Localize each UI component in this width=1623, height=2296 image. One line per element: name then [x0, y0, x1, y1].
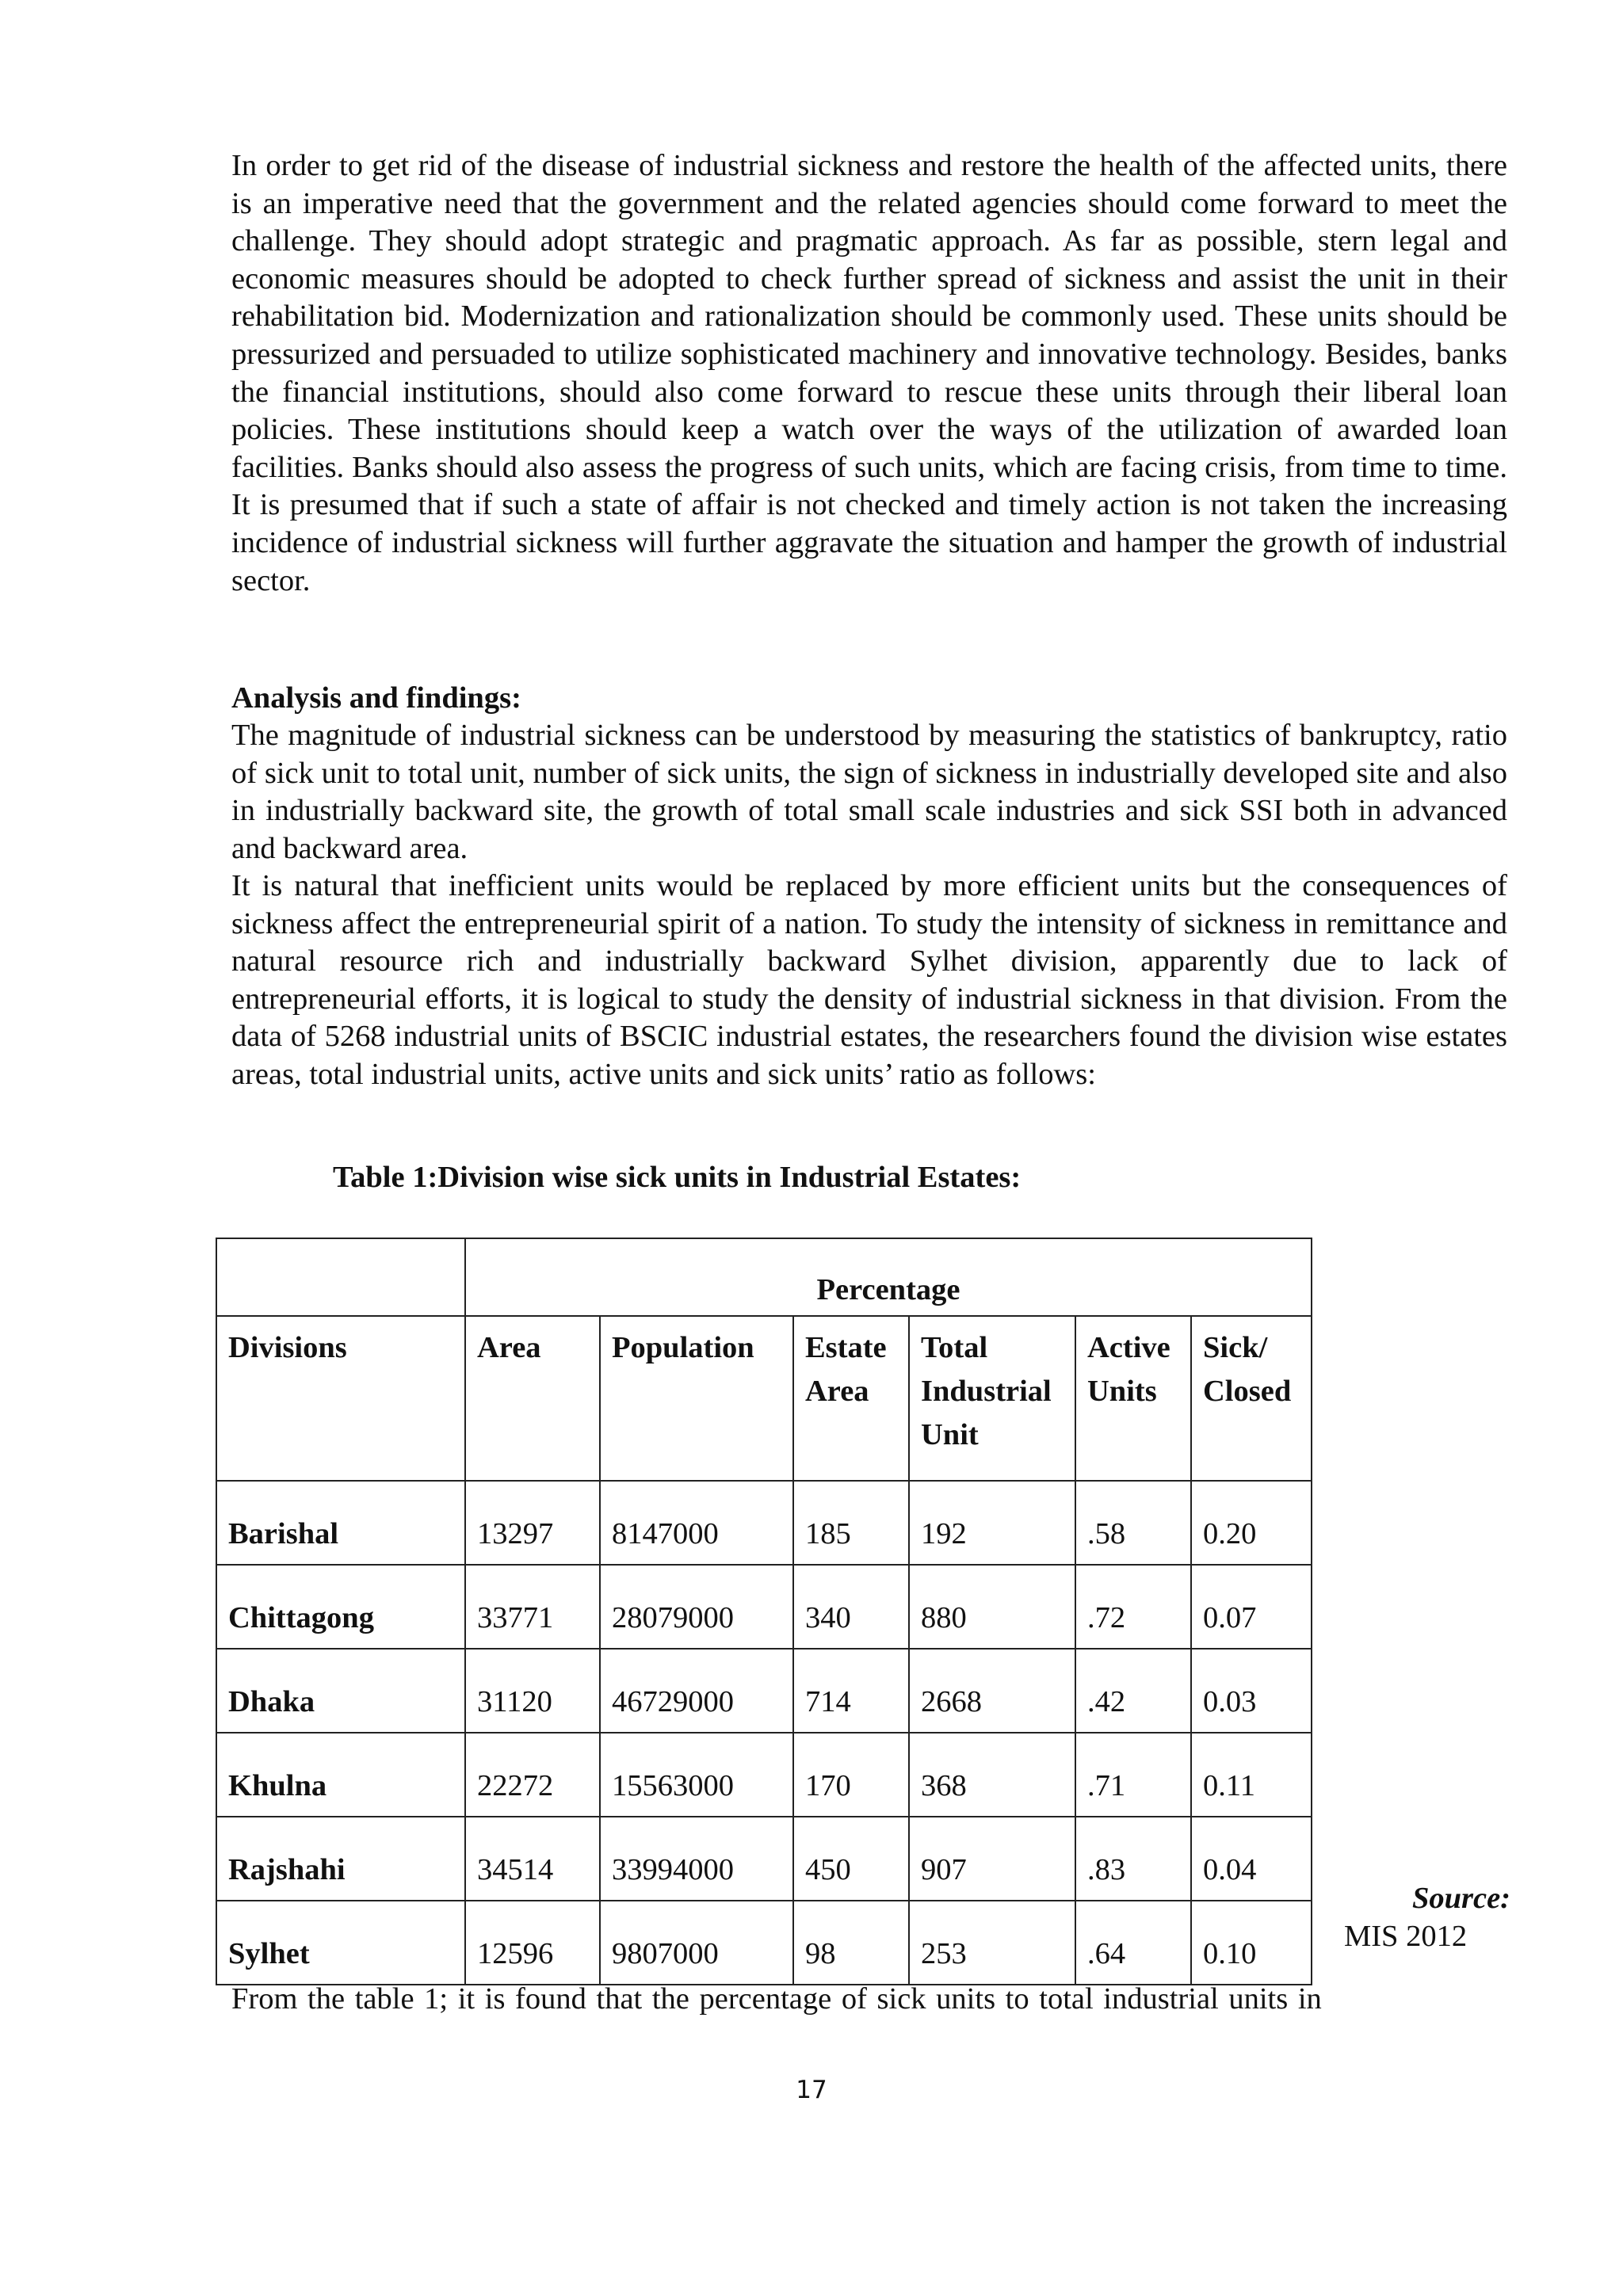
area-cell: 12596	[465, 1901, 600, 1985]
table-caption: Table 1:Division wise sick units in Industrial Estates:	[333, 1161, 1022, 1194]
divisions-header: Divisions	[216, 1316, 465, 1481]
sick-closed-cell: 0.04	[1191, 1817, 1312, 1901]
active-units-header: Active Units	[1075, 1316, 1191, 1481]
table-corner-cell	[216, 1238, 465, 1316]
table-source	[1344, 1879, 1510, 1955]
area-cell: 22272	[465, 1733, 600, 1817]
area-cell: 34514	[465, 1817, 600, 1901]
sick-closed-cell: 0.03	[1191, 1649, 1312, 1733]
division-cell: Khulna	[216, 1733, 465, 1817]
source-label: Source:	[1411, 1882, 1510, 1915]
population-cell: 8147000	[600, 1481, 793, 1565]
table-row	[216, 1901, 1312, 1985]
estate-area-header: Estate Area	[793, 1316, 909, 1481]
area-header: Area	[465, 1316, 600, 1481]
estate-area-cell: 450	[793, 1817, 909, 1901]
analysis-paragraph-2: It is natural that inefficient units would be replaced by more efficient units but the consequences of sickness affect the entrepreneurial spirit of a nation. To study the intensity of sickness in remittance and natural resource rich and industrially backward Sylhet division, apparently due to lack of entrepreneurial efforts, it is logical to study the density of industrial sickness in that division. From the data of 5268 industrial units of BSCIC industrial estates, the researchers found the division wise estates areas, total industrial units, active units and sick units’ ratio as follows:	[231, 869, 1507, 1091]
table-row	[216, 1481, 1312, 1565]
table-row	[216, 1649, 1312, 1733]
division-sick-units-table	[216, 1238, 1312, 1985]
percentage-header: Percentage	[465, 1238, 1312, 1316]
source-value: MIS 2012	[1344, 1920, 1468, 1953]
analysis-heading: Analysis and findings:	[231, 681, 521, 715]
active-units-cell: .64	[1075, 1901, 1191, 1985]
active-units-cell: .42	[1075, 1649, 1191, 1733]
total-units-cell: 2668	[909, 1649, 1075, 1733]
estate-area-cell: 340	[793, 1565, 909, 1649]
sick-closed-cell: 0.20	[1191, 1481, 1312, 1565]
active-units-cell: .83	[1075, 1817, 1191, 1901]
division-cell: Chittagong	[216, 1565, 465, 1649]
active-units-cell: .58	[1075, 1481, 1191, 1565]
estate-area-cell: 714	[793, 1649, 909, 1733]
sick-closed-cell: 0.11	[1191, 1733, 1312, 1817]
intro-paragraph: In order to get rid of the disease of industrial sickness and restore the health of the affected units, there is an imperative need that the government and the related agencies should come forward to meet the challenge. They should adopt strategic and pragmatic approach. As far as possible, stern legal and economic measures should be adopted to check further spread of sickness and assist the unit in their rehabilitation bid. Modernization and rationalization should be commonly used. These units should be pressurized and persuaded to utilize sophisticated machinery and innovative technology. Besides, banks the financial institutions, should also come forward to rescue these units through their liberal loan policies. These institutions should keep a watch over the ways of the utilization of awarded loan facilities. Banks should also assess the progress of such units, which are facing crisis, from time to time. It is presumed that if such a state of affair is not checked and timely action is not taken the increasing incidence of industrial sickness will further aggravate the situation and hamper the growth of industrial sector.	[231, 149, 1507, 597]
table-row	[216, 1817, 1312, 1901]
population-cell: 9807000	[600, 1901, 793, 1985]
population-cell: 15563000	[600, 1733, 793, 1817]
area-cell: 13297	[465, 1481, 600, 1565]
division-cell: Dhaka	[216, 1649, 465, 1733]
area-cell: 31120	[465, 1649, 600, 1733]
closing-paragraph: From the table 1; it is found that the percentage of sick units to total industrial units in	[231, 1982, 1322, 2016]
population-cell: 46729000	[600, 1649, 793, 1733]
total-units-cell: 192	[909, 1481, 1075, 1565]
analysis-paragraph-1: The magnitude of industrial sickness can be understood by measuring the statistics of bankruptcy, ratio of sick unit to total unit, number of sick units, the sign of sickness in industrially developed site and also in industrially backward site, the growth of total small scale industries and sick SSI both in advanced and backward area.	[231, 719, 1507, 865]
active-units-cell: .71	[1075, 1733, 1191, 1817]
area-cell: 33771	[465, 1565, 600, 1649]
table-header-row	[216, 1316, 1312, 1481]
total-industrial-unit-header: Total Industrial Unit	[909, 1316, 1075, 1481]
active-units-cell: .72	[1075, 1565, 1191, 1649]
estate-area-cell: 185	[793, 1481, 909, 1565]
population-cell: 33994000	[600, 1817, 793, 1901]
estate-area-cell: 170	[793, 1733, 909, 1817]
division-cell: Sylhet	[216, 1901, 465, 1985]
population-header: Population	[600, 1316, 793, 1481]
total-units-cell: 368	[909, 1733, 1075, 1817]
table-row	[216, 1565, 1312, 1649]
table-group-header-row	[216, 1238, 1312, 1316]
total-units-cell: 907	[909, 1817, 1075, 1901]
sick-closed-header: Sick/ Closed	[1191, 1316, 1312, 1481]
total-units-cell: 253	[909, 1901, 1075, 1985]
sick-closed-cell: 0.07	[1191, 1565, 1312, 1649]
page-number: 17	[796, 2076, 827, 2104]
total-units-cell: 880	[909, 1565, 1075, 1649]
division-cell: Rajshahi	[216, 1817, 465, 1901]
division-cell: Barishal	[216, 1481, 465, 1565]
estate-area-cell: 98	[793, 1901, 909, 1985]
table-row	[216, 1733, 1312, 1817]
sick-closed-cell: 0.10	[1191, 1901, 1312, 1985]
population-cell: 28079000	[600, 1565, 793, 1649]
